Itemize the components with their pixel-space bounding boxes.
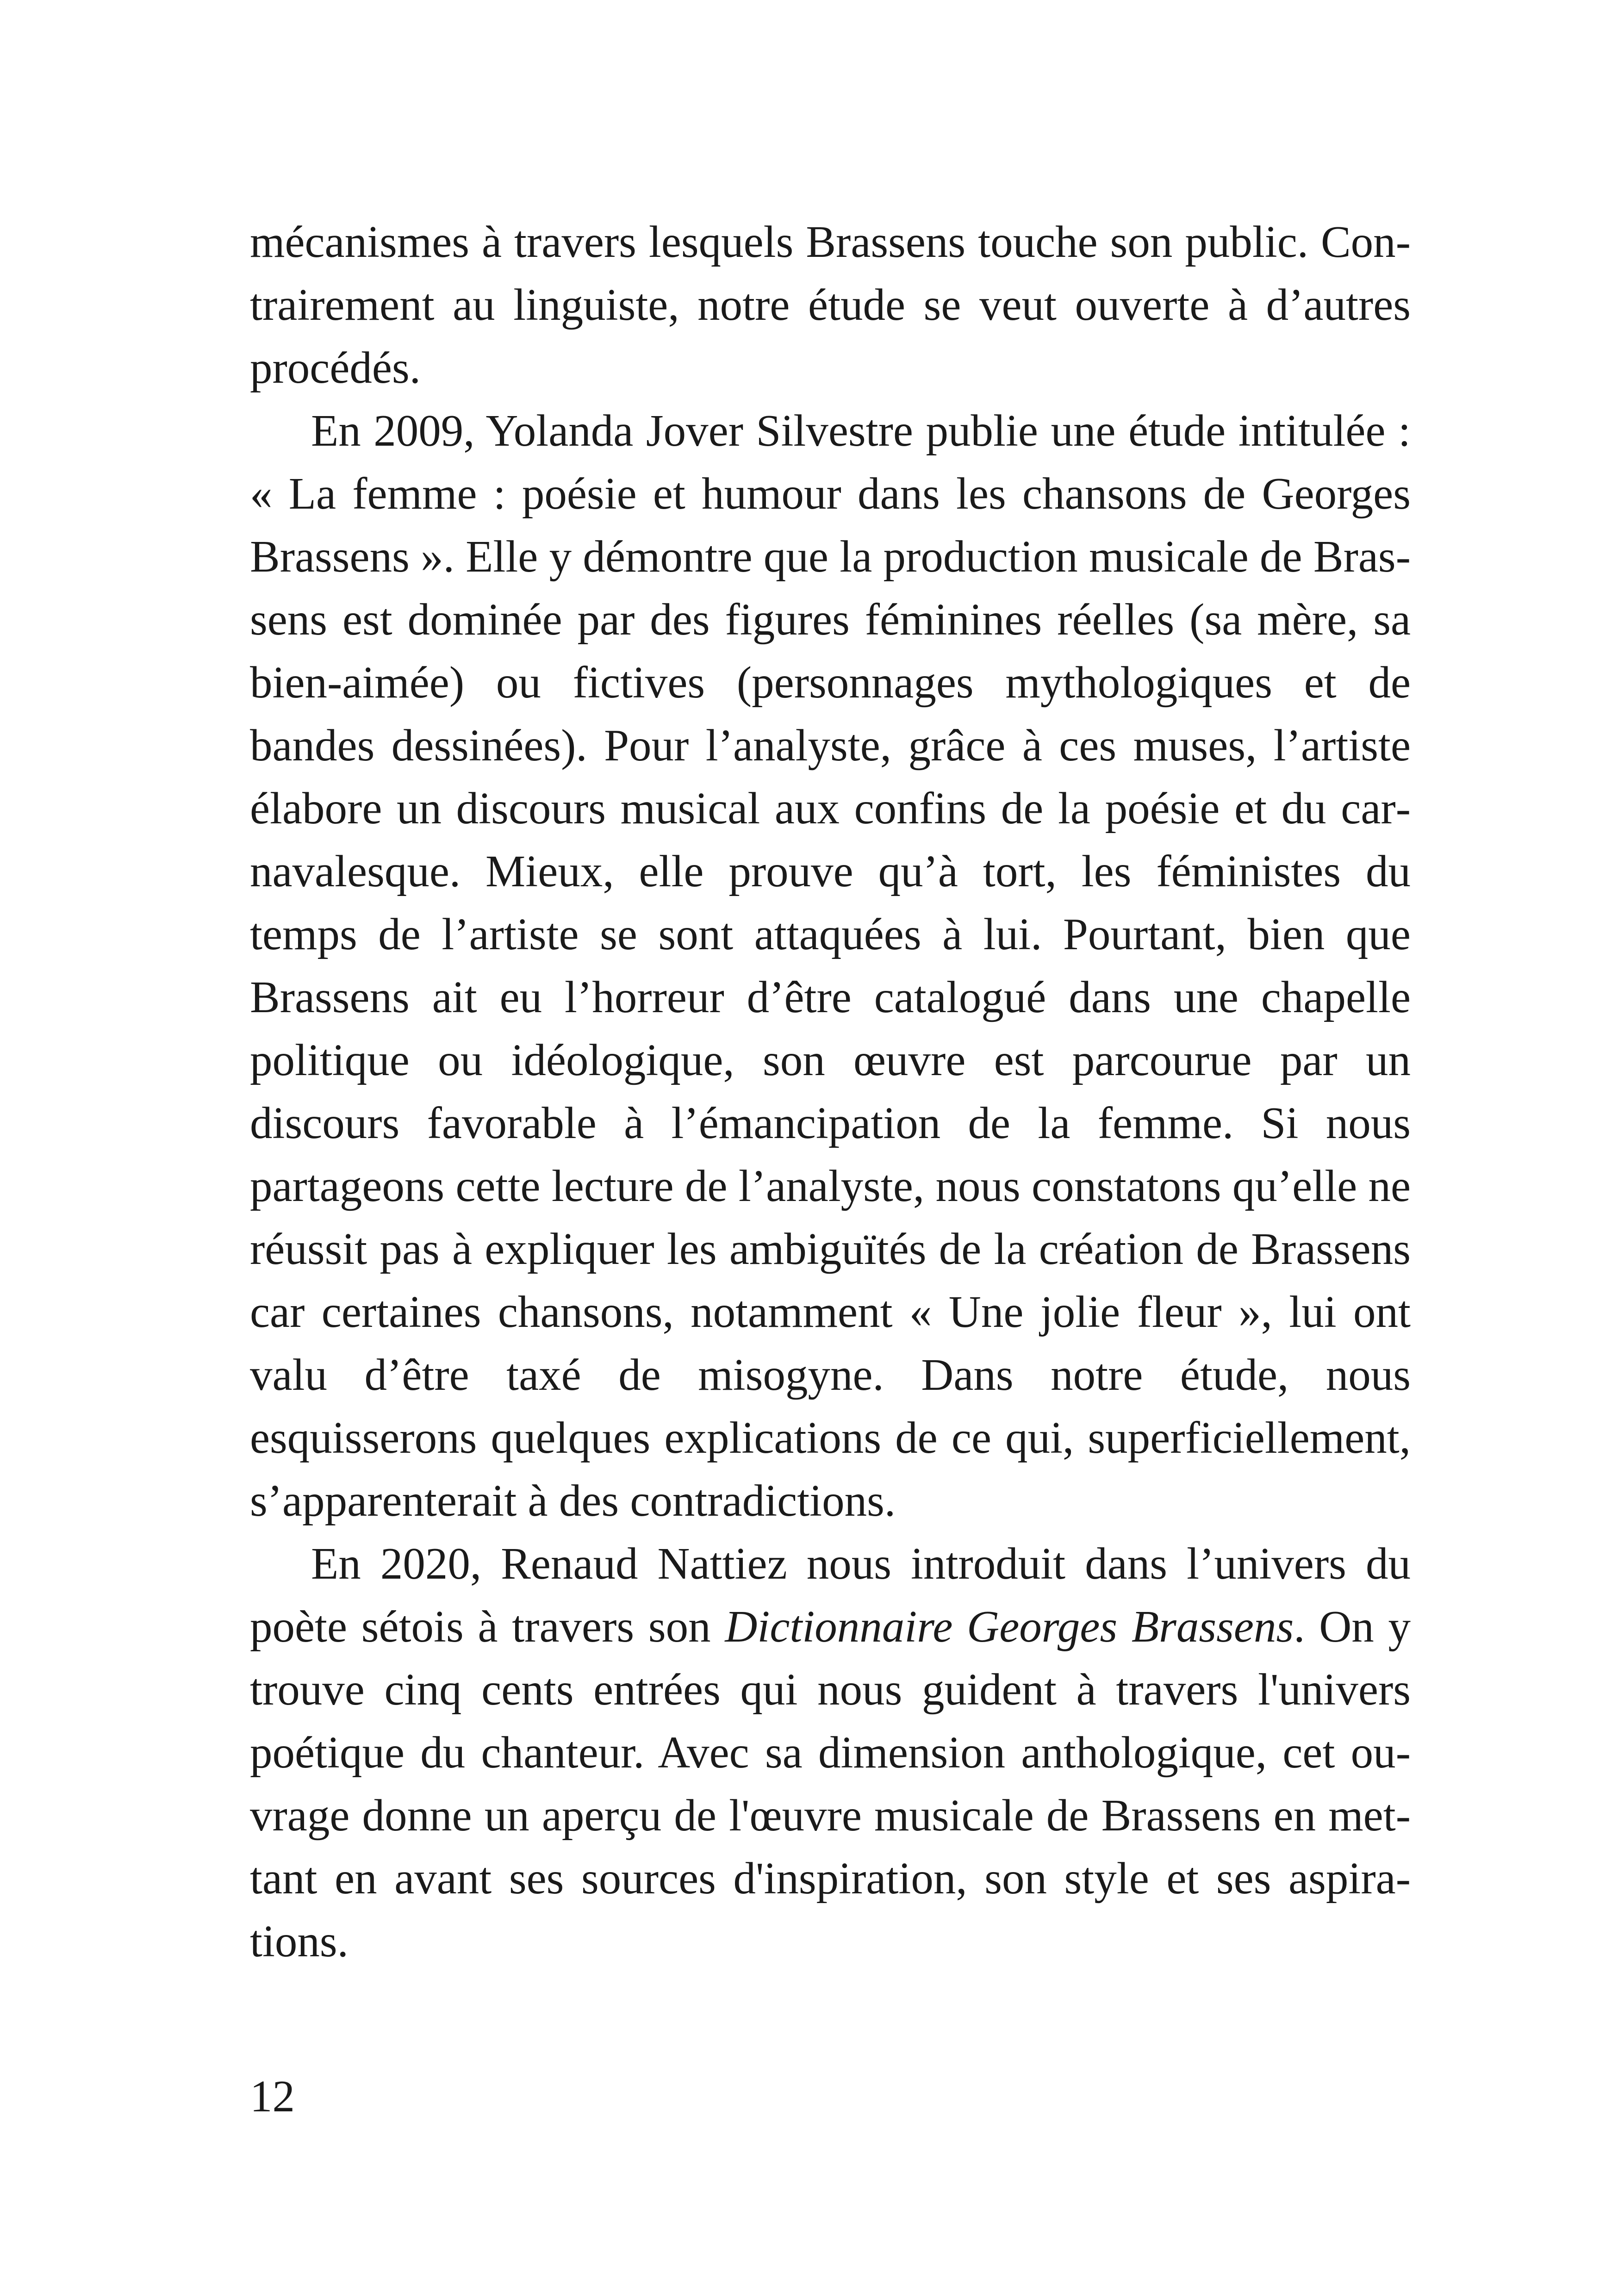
- page-number: 12: [250, 2072, 295, 2121]
- paragraph-2-text: En 2009, Yolanda Jover Silvestre publie une étude intitulée : « La femme : poésie et humour dans les chansons de Georges Brassens ». Elle y démontre que la production musicale de Brassens est dominée par des figures féminines réelles (sa mère, sa bien-aimée) ou fictives (personnages mythologiques et de bandes dessinées). Pour l’analyste, grâce à ces muses, l’artiste élabore un discours musical aux confins de la poésie et du carnavalesque. Mieux, elle prouve qu’à tort, les féministes du temps de l’artiste se sont attaquées à lui. Pourtant, bien que Brassens ait eu l’horreur d’être catalogué dans une chapelle politique ou idéologique, son œuvre est parcourue par un discours favorable à l’émancipation de la femme. Si nous partageons cette lecture de l’analyste, nous constatons qu’elle ne réussit pas à expliquer les ambiguïtés de la création de Brassens car certaines chansons, notamment « Une jolie fleur », lui ont valu d’être taxé de misogyne. Dans notre étude, nous esquisserons quelques explications de ce qui, superficiellement, s’apparenterait à des contradictions.: [250, 406, 1411, 1525]
- paragraph-3: [250, 1532, 1411, 1973]
- paragraph-2: [250, 399, 1411, 1532]
- paragraph-3-text-a: En 2020, Renaud Nattiez nous introduit dans l’univers du poète sétois à travers son: [250, 1539, 1411, 1651]
- paragraph-1-text: mécanismes à travers lesquels Brassens touche son public. Contrairement au linguiste, notre étude se veut ouverte à d’autres procédés.: [250, 217, 1411, 392]
- paragraph-3-text-b: . On y trouve cinq cents entrées qui nous guident à travers l'univers poétique du chanteur. Avec sa dimension anthologique, cet ouvrage donne un aperçu de l'œuvre musicale de Brassens en mettant en avant ses sources d'inspiration, son style et ses aspirations.: [250, 1602, 1411, 1966]
- body-text: [250, 211, 1411, 1973]
- book-title: Dictionnaire Georges Brassens: [725, 1602, 1294, 1651]
- paragraph-1: [250, 211, 1411, 399]
